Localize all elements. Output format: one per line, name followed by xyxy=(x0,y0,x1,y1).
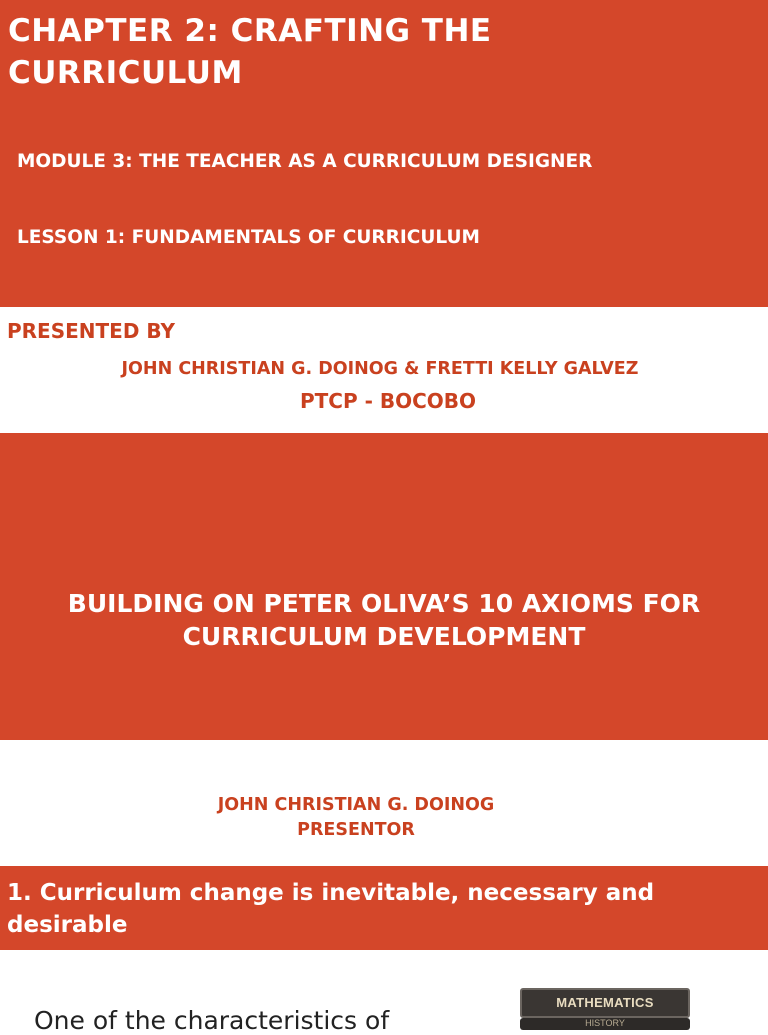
books-stack-image xyxy=(520,984,690,1028)
axiom-body-text: One of the characteristics of xyxy=(34,1006,390,1035)
module-title: MODULE 3: THE TEACHER AS A CURRICULUM DESIGNER xyxy=(17,151,593,172)
presentor-name: JOHN CHRISTIAN G. DOINOG xyxy=(217,795,495,815)
school-name: PTCP - BOCOBO xyxy=(299,389,477,413)
mathematics-book-label: MATHEMATICS xyxy=(556,995,654,1010)
axiom-heading: 1. Curriculum change is inevitable, necessary and desirable xyxy=(7,880,655,938)
history-book-label: HISTORY xyxy=(585,1018,625,1028)
chapter-title: CHAPTER 2: CRAFTING THE CURRICULUM xyxy=(8,13,492,91)
presenter-names: JOHN CHRISTIAN G. DOINOG & FRETTI KELLY GALVEZ xyxy=(121,359,639,379)
presented-by-label: PRESENTED BY xyxy=(7,319,176,343)
history-book xyxy=(520,1018,690,1030)
axioms-slide-title: BUILDING ON PETER OLIVA’S 10 AXIOMS FOR CURRICULUM DEVELOPMENT xyxy=(67,589,701,651)
mathematics-book xyxy=(520,988,690,1018)
presentor-role: PRESENTOR xyxy=(297,820,415,840)
lesson-title: LESSON 1: FUNDAMENTALS OF CURRICULUM xyxy=(17,227,480,248)
